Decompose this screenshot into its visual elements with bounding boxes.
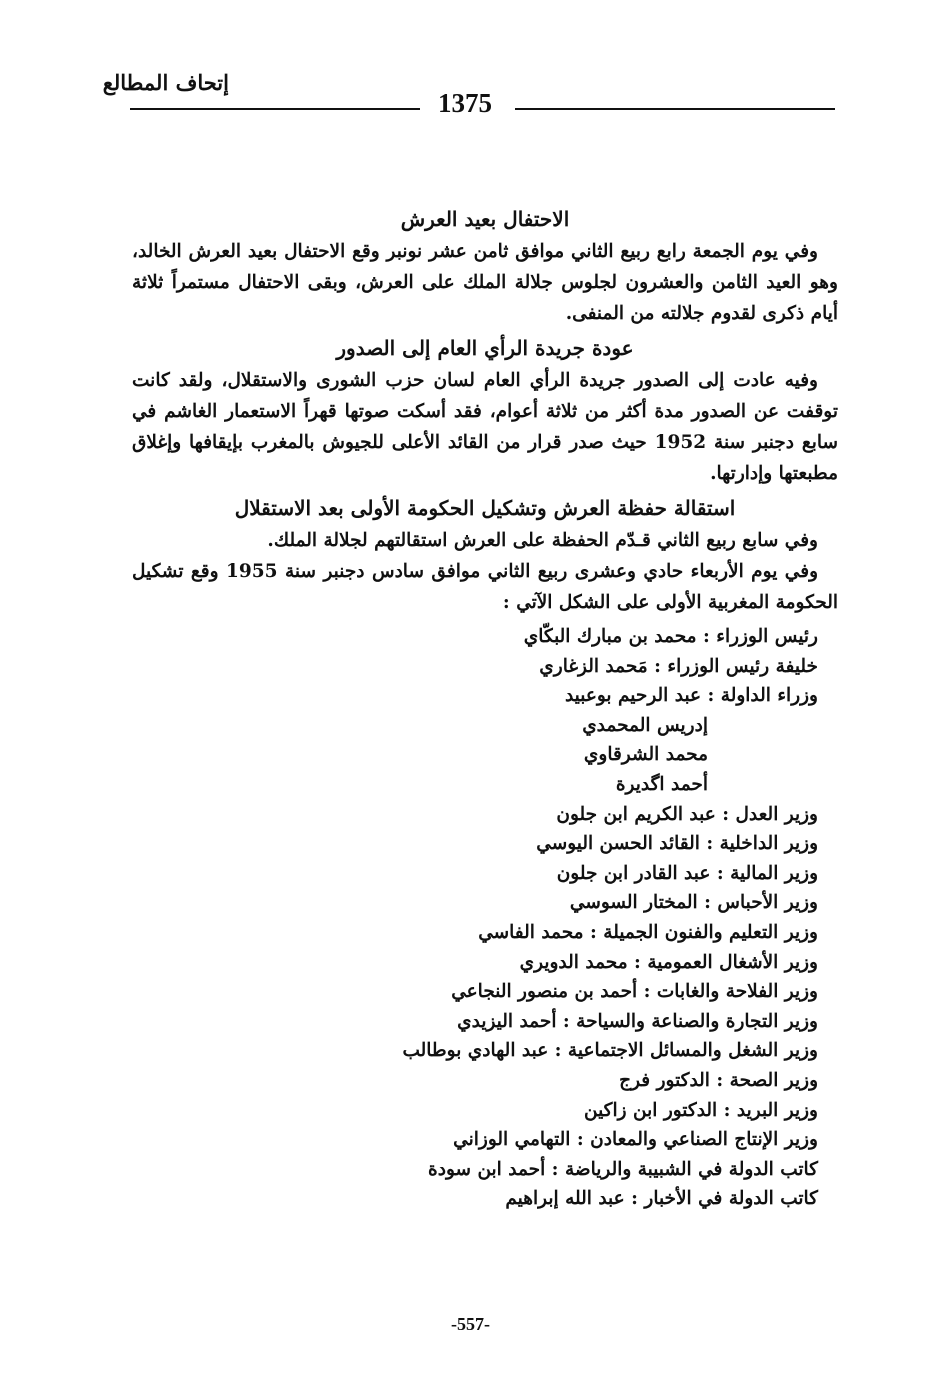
section-paragraph: وفيه عادت إلى الصدور جريدة الرأي العام لسان حزب الشورى والاستقلال، ولقد كانت توقفت عن الصدور مدة أكثر من ثلاثة أعوام، فقد أسكت صوتها قهراً الاستعمار الغاشم في سابع دجنبر سنة 1952 حيث صدر قرار من القائد الأعلى للجيوش بالمغرب بإيقافها وإغلاق مطبعتها وإدارتها. bbox=[132, 370, 838, 484]
running-head-title: إتحاف المطالع bbox=[102, 70, 229, 95]
list-item: وزراء الداولة : عبد الرحيم بوعبيد bbox=[564, 685, 818, 707]
list-item: وزير العدل : عبد الكريم ابن جلون bbox=[556, 803, 818, 825]
list-item: وزير الإنتاج الصناعي والمعادن : التهامي الوزاني bbox=[453, 1129, 818, 1151]
list-item: وزير المالية : عبد القادر ابن جلون bbox=[556, 862, 818, 884]
section-paragraph: وفي سابع ربيع الثاني قـدّم الحفظة على العرش استقالتهم لجلالة الملك. bbox=[267, 530, 818, 551]
list-item: إدريس المحمدي bbox=[582, 714, 708, 736]
list-item: وزير التعليم والفنون الجميلة : محمد الفاسي bbox=[478, 921, 818, 943]
list-item: وزير الأشغال العمومية : محمد الدويري bbox=[519, 951, 818, 973]
running-head-year: 1375 bbox=[438, 88, 492, 118]
section-heading: عودة جريدة الرأي العام إلى الصدور bbox=[336, 336, 634, 360]
list-item: وزير الفلاحة والغابات : أحمد بن منصور النجاعي bbox=[451, 981, 818, 1003]
list-item: رئيس الوزراء : محمد بن مبارك البكّاي bbox=[523, 626, 818, 647]
list-item: وزير الأحباس : المختار السوسي bbox=[569, 892, 818, 914]
header-rule-left bbox=[130, 108, 420, 110]
section-heading: الاحتفال بعيد العرش bbox=[400, 207, 570, 231]
list-item: كاتب الدولة في الشبيبة والرياضة : أحمد ابن سودة bbox=[428, 1158, 818, 1180]
page-number: -557- bbox=[451, 1314, 490, 1334]
list-item: محمد الشرقاوي bbox=[583, 744, 708, 766]
list-item: وزير الصحة : الدكتور فرج bbox=[619, 1069, 818, 1091]
list-item: وزير التجارة والصناعة والسياحة : أحمد اليزيدي bbox=[457, 1010, 818, 1032]
list-item: أحمد اگديرة bbox=[615, 773, 708, 795]
header-rule-right bbox=[515, 108, 835, 110]
section-paragraph: وفي يوم الأربعاء حادي وعشرى ربيع الثاني موافق سادس دجنبر سنة 1955 وقع تشكيل الحكومة المغربية الأولى على الشكل الآتي : bbox=[132, 561, 838, 613]
list-item: وزير الداخلية : القائد الحسن اليوسي bbox=[536, 833, 818, 855]
section-heading: استقالة حفظة العرش وتشكيل الحكومة الأولى بعد الاستقلال bbox=[234, 496, 736, 520]
list-item: وزير البريد : الدكتور ابن زاكين bbox=[584, 1099, 818, 1121]
list-item: وزير الشغل والمسائل الاجتماعية : عبد الهادي بوطالب bbox=[402, 1040, 818, 1062]
list-item: خليفة رئيس الوزراء : مَحمد الزغاري bbox=[539, 655, 818, 677]
list-item: كاتب الدولة في الأخبار : عبد الله إبراهيم bbox=[505, 1188, 818, 1210]
government-list bbox=[132, 622, 838, 1214]
section-paragraph: وفي يوم الجمعة رابع ربيع الثاني موافق ثامن عشر نونبر وقع الاحتفال بعيد العرش الخالد، وهو العيد الثامن والعشرون لجلوس جلالة الملك على العرش، وبقى الاحتفال مستمراً ثلاثة أيام ذكرى لقدوم جلالته من المنفى. bbox=[132, 241, 838, 324]
main-content bbox=[132, 200, 838, 1214]
